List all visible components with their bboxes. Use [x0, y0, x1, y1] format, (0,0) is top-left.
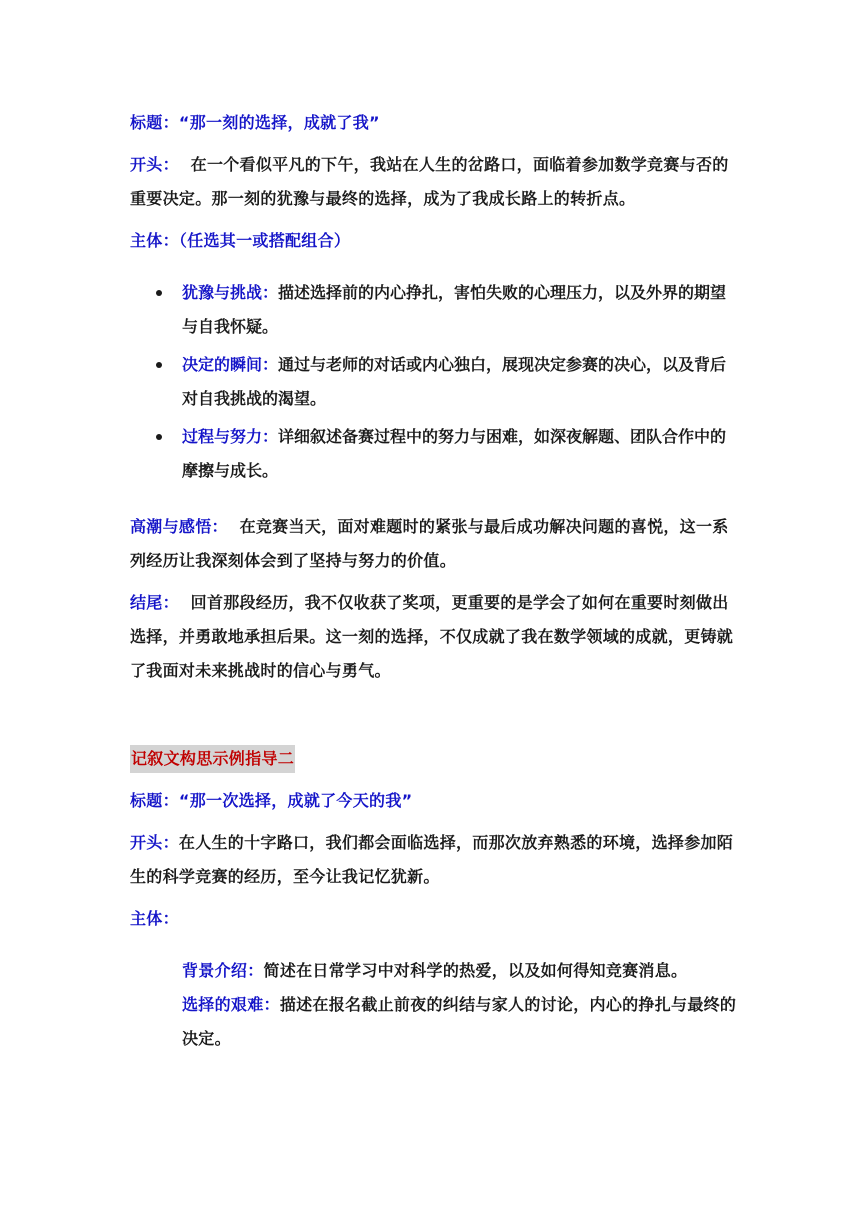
body-heading	[130, 224, 740, 258]
title-text: “那一刻的选择，成就了我”	[178, 113, 380, 132]
bullet-text: 详细叙述备赛过程中的努力与困难，如深夜解题、团队合作中的摩擦与成长。	[182, 427, 727, 480]
opening-label-2: 开头：	[130, 833, 179, 852]
title-label-2: 标题：	[130, 791, 179, 810]
opening-label: 开头：	[130, 155, 179, 174]
list-item	[130, 348, 740, 416]
item-label: 背景介绍：	[182, 961, 264, 980]
climax-text: 在竞赛当天，面对难题时的紧张与最后成功解决问题的喜悦，这一系列经历让我深刻体会到了坚持与努力的价值。	[130, 517, 729, 570]
climax-paragraph	[130, 510, 740, 578]
document-page	[130, 106, 740, 1056]
bullet-label: 过程与努力：	[182, 427, 279, 446]
body-heading-2	[130, 902, 740, 936]
title-line	[130, 106, 740, 140]
bullet-label: 决定的瞬间：	[182, 355, 279, 374]
ending-label: 结尾：	[130, 593, 179, 612]
item-text: 描述在报名截止前夜的纠结与家人的讨论，内心的挣扎与最终的决定。	[182, 995, 737, 1048]
item-label: 选择的艰难：	[182, 995, 280, 1014]
section-heading: 记叙文构思示例指导二	[130, 745, 295, 773]
bullet-text: 描述选择前的内心挣扎，害怕失败的心理压力，以及外界的期望与自我怀疑。	[182, 283, 727, 336]
list-item	[130, 276, 740, 344]
title-text-2: “那一次选择，成就了今天的我”	[178, 791, 413, 810]
opening-paragraph-2	[130, 826, 740, 894]
bullet-dot-icon	[156, 362, 162, 368]
ending-text: 回首那段经历，我不仅收获了奖项，更重要的是学会了如何在重要时刻做出选择，并勇敢地承担后果。这一刻的选择，不仅成就了我在数学领域的成就，更铸就了我面对未来挑战时的信心与勇气。	[130, 593, 734, 680]
opening-text: 在一个看似平凡的下午，我站在人生的岔路口，面临着参加数学竞赛与否的重要决定。那一刻的犹豫与最终的选择，成为了我成长路上的转折点。	[130, 155, 729, 208]
opening-paragraph	[130, 148, 740, 216]
bullet-dot-icon	[156, 290, 162, 296]
title-line-2	[130, 784, 740, 818]
item-text: 简述在日常学习中对科学的热爱，以及如何得知竞赛消息。	[263, 961, 688, 980]
climax-label: 高潮与感悟：	[130, 517, 228, 536]
body-bullet-list	[130, 276, 740, 488]
section-heading-line	[130, 742, 740, 776]
opening-text-2: 在人生的十字路口，我们都会面临选择，而那次放弃熟悉的环境，选择参加陌生的科学竞赛的经历，至今让我记忆犹新。	[130, 833, 734, 886]
title-label: 标题：	[130, 113, 179, 132]
body-label: 主体：（任选其一或搭配组合）	[130, 231, 351, 250]
list-item	[182, 988, 740, 1056]
bullet-text: 通过与老师的对话或内心独白，展现决定参赛的决心，以及背后对自我挑战的渴望。	[182, 355, 727, 408]
list-item	[182, 954, 740, 988]
body-items-2	[130, 954, 740, 1056]
body-label-2: 主体：	[130, 909, 179, 928]
ending-paragraph	[130, 586, 740, 688]
bullet-label: 犹豫与挑战：	[182, 283, 279, 302]
list-item	[130, 420, 740, 488]
bullet-dot-icon	[156, 434, 162, 440]
